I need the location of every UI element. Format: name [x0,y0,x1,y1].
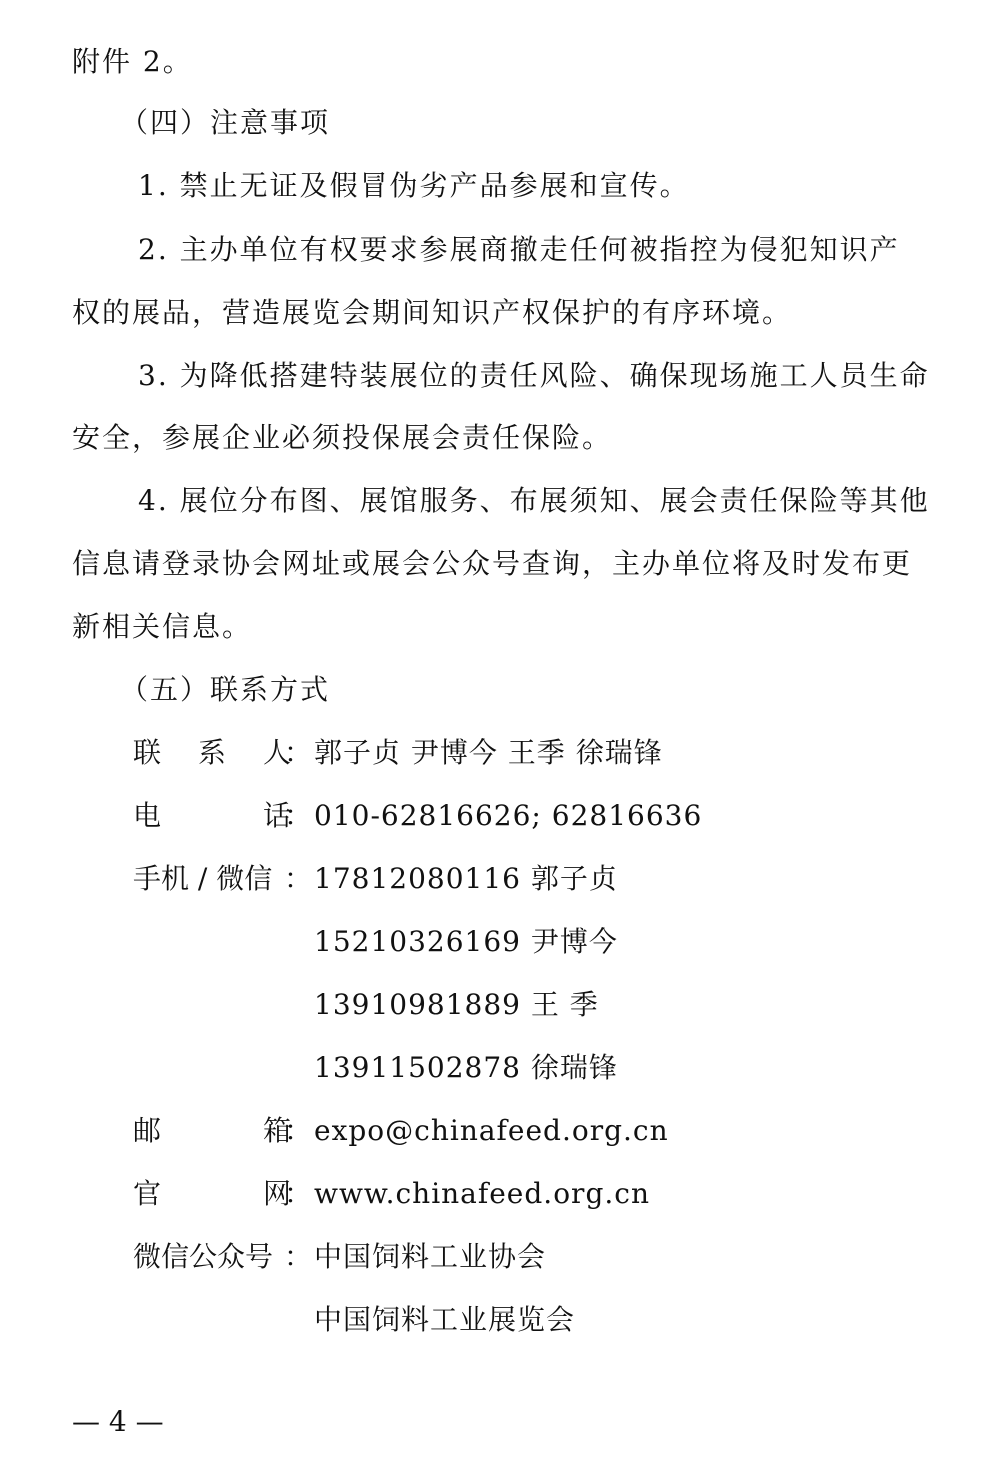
label-colon: ： [284,1114,313,1147]
mobile-wechat-label: 手机 / 微信 [133,862,273,895]
label-colon: ： [284,799,313,832]
label-colon: ： [284,736,313,769]
label-colon: ： [284,1240,313,1273]
paragraph-continuation: 附件 2。 [72,45,193,78]
mobile-value-3: 13910981889 王 季 [314,988,599,1021]
wechat-account-2: 中国饲料工业展览会 [314,1303,576,1336]
note-3-line-1: 3. 为降低搭建特装展位的责任风险、确保现场施工人员生命 [138,359,930,392]
note-4-line-2: 信息请登录协会网址或展会公众号查询，主办单位将及时发布更 [72,547,913,580]
label-colon: ： [284,1177,313,1210]
note-1: 1. 禁止无证及假冒伪劣产品参展和宣传。 [138,169,690,202]
email-label: 邮 箱 [133,1114,291,1147]
wechat-account-1: 中国饲料工业协会 [314,1240,547,1273]
contact-person-label: 联 系 人 [133,736,291,769]
mobile-value-2: 15210326169 尹博今 [314,925,618,958]
phone-label: 电 话 [133,799,291,832]
label-colon: ： [284,862,313,895]
contact-person-value: 郭子贞 尹博今 王季 徐瑞锋 [314,736,663,769]
note-3-line-2: 安全，参展企业必须投保展会责任保险。 [72,421,613,454]
phone-value: 010-62816626; 62816636 [314,799,703,832]
section-heading-notes: （四）注意事项 [120,106,331,139]
note-4-line-1: 4. 展位分布图、展馆服务、布展须知、展会责任保险等其他 [138,484,930,517]
page-number: — 4 — [72,1405,164,1438]
website-value: www.chinafeed.org.cn [314,1177,650,1210]
section-heading-contact: （五）联系方式 [120,673,331,706]
website-label: 官 网 [133,1177,291,1210]
wechat-account-label: 微信公众号 [133,1240,274,1273]
note-4-line-3: 新相关信息。 [72,610,253,643]
mobile-value-4: 13911502878 徐瑞锋 [314,1051,618,1084]
note-2-line-2: 权的展品，营造展览会期间知识产权保护的有序环境。 [72,296,793,329]
email-value: expo@chinafeed.org.cn [314,1114,669,1147]
mobile-value-1: 17812080116 郭子贞 [314,862,618,895]
note-2-line-1: 2. 主办单位有权要求参展商撤走任何被指控为侵犯知识产 [138,233,900,266]
